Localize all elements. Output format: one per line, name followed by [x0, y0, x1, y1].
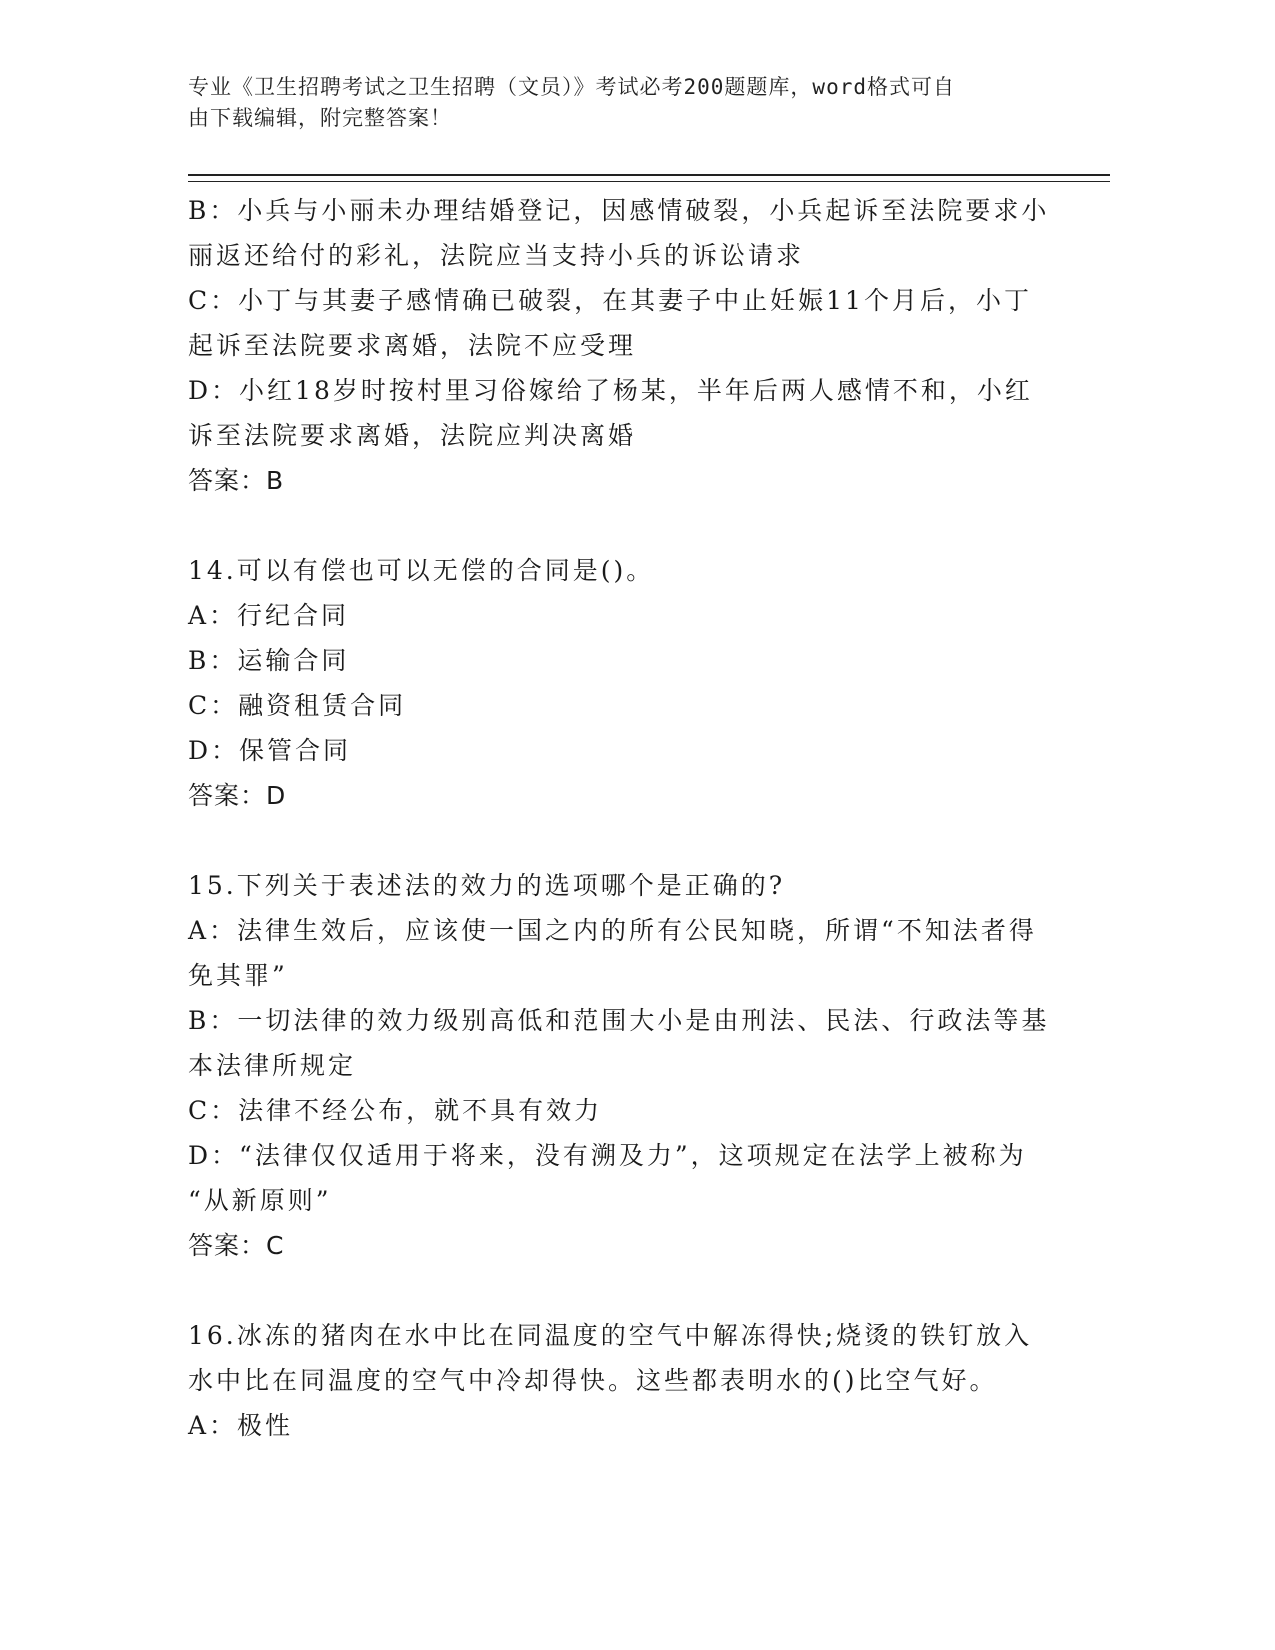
q14-option-c: C：融资租赁合同 [188, 691, 407, 720]
q13-option-d-line-2: 诉至法院要求离婚，法院应判决离婚 [188, 421, 637, 450]
header-rule-thick [188, 174, 1110, 176]
q14-option-a: A：行纪合同 [188, 601, 350, 630]
q13-answer: 答案：B [188, 466, 285, 495]
q13-option-d-line-1: D：小红18岁时按村里习俗嫁给了杨某，半年后两人感情不和，小红 [188, 376, 1033, 405]
spacer [188, 1268, 1068, 1313]
question-15 [188, 863, 1068, 1268]
q16-question-line-2: 水中比在同温度的空气中冷却得快。这些都表明水的()比空气好。 [188, 1366, 998, 1395]
q15-option-a-line-2: 免其罪” [188, 961, 288, 990]
question-list [188, 188, 1068, 1448]
header-rule-thin [188, 181, 1110, 182]
q15-option-a-line-1: A：法律生效后，应该使一国之内的所有公民知晓，所谓“不知法者得 [188, 916, 1037, 945]
spacer [188, 503, 1068, 548]
q15-option-d-line-1: D：“法律仅仅适用于将来，没有溯及力”，这项规定在法学上被称为 [188, 1141, 1027, 1170]
q15-option-d-line-2: “从新原则” [188, 1186, 332, 1215]
header-line-2: 由下载编辑，附完整答案！ [188, 106, 452, 130]
question-14 [188, 548, 1068, 818]
q13-option-c-line-1: C：小丁与其妻子感情确已破裂，在其妻子中止妊娠11个月后，小丁 [188, 286, 1032, 315]
q15-option-b-line-1: B：一切法律的效力级别高低和范围大小是由刑法、民法、行政法等基 [188, 1006, 1050, 1035]
spacer [188, 818, 1068, 863]
page-header [188, 72, 1068, 134]
q16-option-a: A：极性 [188, 1411, 294, 1440]
q15-option-b-line-2: 本法律所规定 [188, 1051, 357, 1080]
q13-option-c-line-2: 起诉至法院要求离婚，法院不应受理 [188, 331, 637, 360]
q13-option-b-line-1: B：小兵与小丽未办理结婚登记，因感情破裂，小兵起诉至法院要求小 [188, 196, 1050, 225]
q16-question-line-1: 16.冰冻的猪肉在水中比在同温度的空气中解冻得快;烧烫的铁钉放入 [188, 1321, 1033, 1350]
q14-option-d: D：保管合同 [188, 736, 352, 765]
question-13 [188, 188, 1068, 503]
question-16 [188, 1313, 1068, 1448]
q14-answer: 答案：D [188, 781, 287, 810]
q13-option-b-line-2: 丽返还给付的彩礼，法院应当支持小兵的诉讼请求 [188, 241, 805, 270]
q15-option-c: C：法律不经公布，就不具有效力 [188, 1096, 603, 1125]
q14-option-b: B：运输合同 [188, 646, 350, 675]
q15-question: 15.下列关于表述法的效力的选项哪个是正确的? [188, 871, 786, 900]
header-line-1: 专业《卫生招聘考试之卫生招聘（文员）》考试必考200题题库，word格式可自 [188, 75, 955, 99]
q14-question: 14.可以有偿也可以无偿的合同是()。 [188, 556, 655, 585]
q15-answer: 答案：C [188, 1231, 285, 1260]
